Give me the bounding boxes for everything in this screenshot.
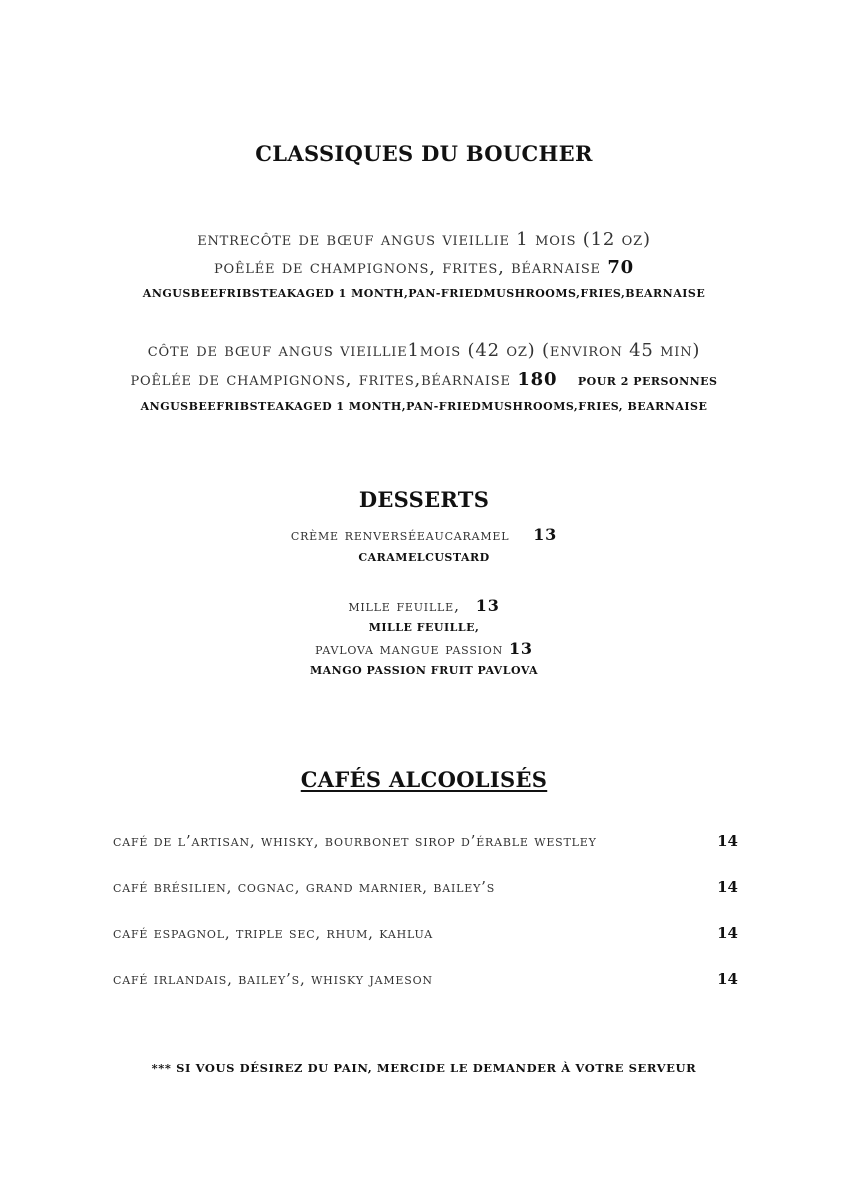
cafe-price: 14 [717,924,738,942]
cafe-name: café irlandais, bailey’s, whisky jameson [113,970,433,988]
cafe-price: 14 [717,970,738,988]
dessert-english: MANGO PASSION FRUIT PAVLOVA [309,664,539,677]
dessert-price: 13 [475,596,500,615]
boucher-item1-english: ANGUSBEEFRIBSTEAKAGED 1 MONTH,PAN-FRIEDMUSHROOMS,FRIES,BEARNAISE [142,287,706,300]
section-title-desserts: DESSERTS [358,487,490,512]
boucher-item1-line1: entrecôte de bœuf angus vieillie 1 mois (12 oz) [197,229,651,250]
dessert-price: 13 [533,525,558,544]
cafe-price: 14 [717,878,738,896]
cafe-name: café brésilien, cognac, grand marnier, bailey’s [113,878,496,896]
dessert-item-2 [0,596,848,615]
boucher-item1-price: 70 [607,257,635,278]
boucher-item2-note: POUR 2 PERSONNES [577,375,718,388]
dessert-name: pavlova mangue passion [315,639,504,658]
boucher-item1-line2-row [0,257,848,278]
boucher-item2-english: ANGUSBEEFRIBSTEAKAGED 1 MONTH,PAN-FRIEDMUSHROOMS,FRIES, BEARNAISE [140,400,708,413]
dessert-price: 13 [508,639,533,658]
dessert-item-1 [0,525,848,544]
dessert-item-3 [0,639,848,658]
dessert-english: MILLE FEUILLE, [368,621,480,634]
dessert-name: crème renverséeaucaramel [290,525,510,544]
section-title-boucher: CLASSIQUES DU BOUCHER [255,141,593,166]
boucher-item2-line2: poêlée de champignons, frites,béarnaise [130,369,511,390]
dessert-english: CARAMELCUSTARD [358,551,490,564]
cafe-name: café espagnol, triple sec, rhum, kahlua [113,924,433,942]
boucher-item2-price: 180 [517,369,558,390]
boucher-item1-line2: poêlée de champignons, frites, béarnaise [213,257,601,278]
dessert-name: mille feuille, [348,596,460,615]
section-title-cafes: CAFÉS ALCOOLISÉS [300,767,548,792]
footer-bread-note: *** SI VOUS DÉSIREZ DU PAIN, MERCIDE LE DEMANDER À VOTRE SERVEUR [151,1061,697,1075]
cafe-price: 14 [717,832,738,850]
boucher-item2-line2-row [0,369,848,390]
boucher-item2-line1: côte de bœuf angus vieillie1mois (42 oz) (environ 45 min) [147,340,701,361]
cafe-name: café de l’artisan, whisky, bourbonet sirop d’érable westley [113,832,597,850]
